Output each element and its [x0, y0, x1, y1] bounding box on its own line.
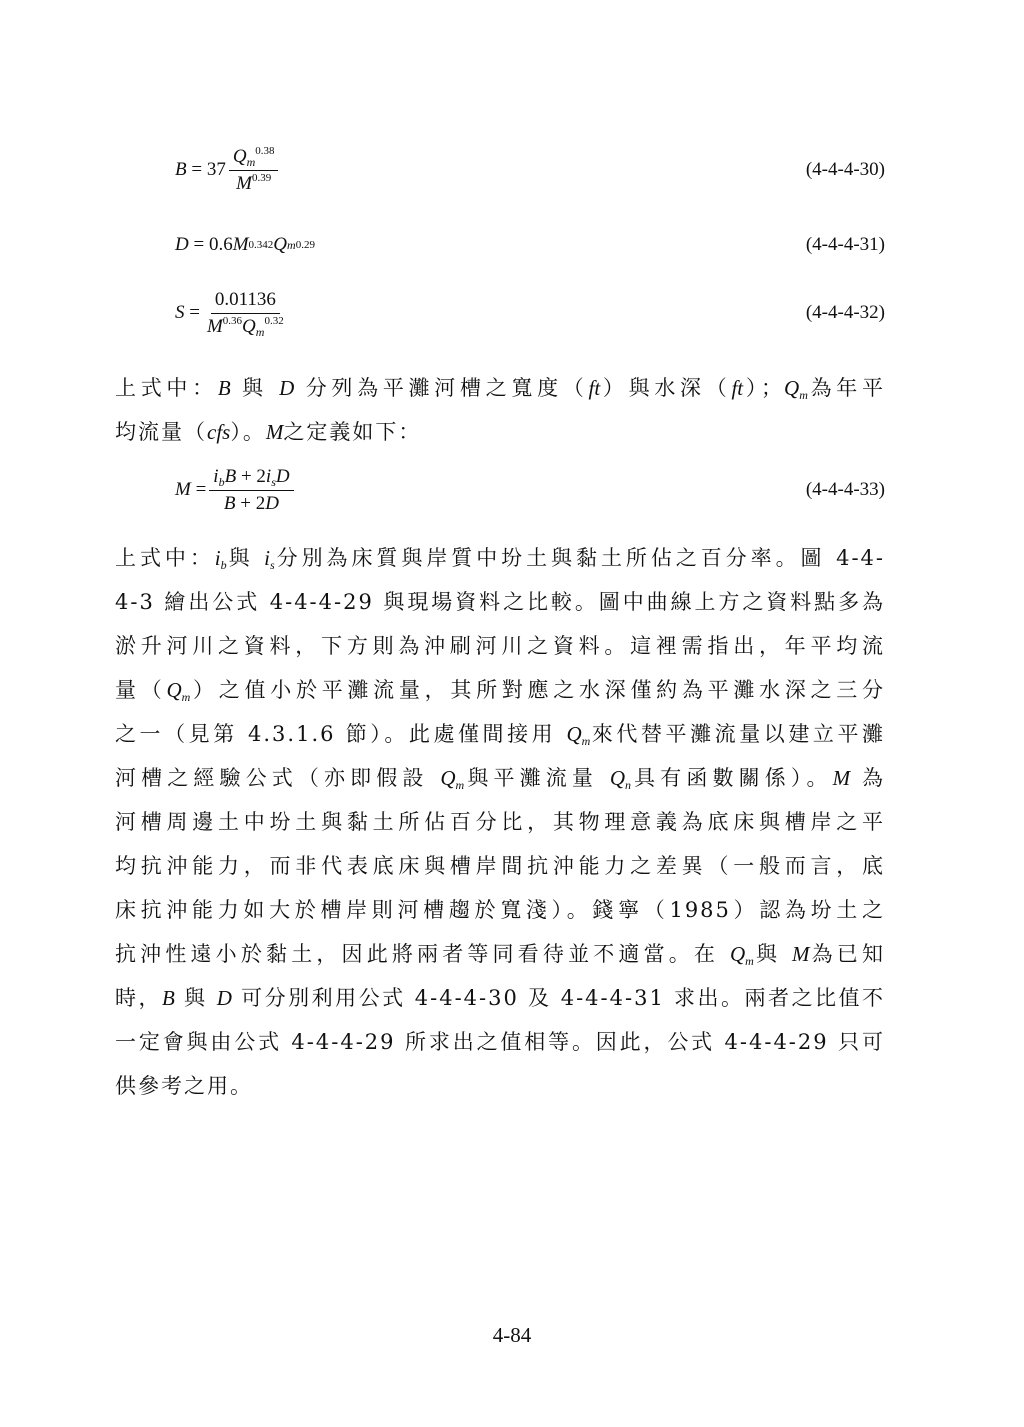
paragraph-line: 抗沖性遠小於黏土，因此將兩者等同看待並不適當。在 $Q_m$與 M為已知 [115, 942, 885, 968]
paragraph-line: 淤升河川之資料，下方則為沖刷河川之資料。這裡需指出，年平均流 [115, 634, 885, 658]
equation-number: (4-4-4-32) [805, 302, 885, 323]
paragraph-1 [115, 366, 885, 454]
paragraph-line: 均抗沖能力，而非代表底床與槽岸間抗沖能力之差異（一般而言，底 [115, 854, 885, 878]
paragraph-line: 時，B 與 D 可分別利用公式 4-4-4-30 及 4-4-4-31 求出。兩者之比值不 [115, 986, 886, 1010]
paragraph-line: 之一（見第 4.3.1.6 節）。此處僅間接用 $Q_m$來代替平灘流量以建立平灘 [115, 722, 885, 748]
paragraph-line: 均流量（cfs）。M之定義如下： [115, 420, 422, 444]
equation-number: (4-4-4-33) [805, 479, 885, 500]
paragraph-line: 河槽周邊土中坋土與黏土所佔百分比，其物理意義為底床與槽岸之平 [115, 810, 885, 834]
equation-number: (4-4-4-31) [805, 234, 885, 255]
paragraph-2 [115, 536, 885, 1108]
paragraph-line: 上式中：B 與 D 分列為平灘河槽之寬度（ft）與水深（ft）；$Q_m$為年平 [115, 376, 886, 402]
formula-32: S = $\frac{0.01136}{M^{0.36}Q_m^{0.32}}$ [175, 288, 284, 339]
paragraph-line: 河槽之經驗公式（亦即假設 $Q_m$與平灘流量 $Q_n$具有函數關係）。M 為 [115, 766, 885, 792]
equation-number: (4-4-4-30) [805, 159, 885, 180]
formula-30: B = 37 $\frac{Q_m^{0.38}}{M^{0.39}}$ [175, 140, 281, 200]
paragraph-line: 床抗沖能力如大於槽岸則河槽趨於寬淺）。錢寧（1985）認為坋土之 [115, 898, 885, 922]
paragraph-line: 一定會與由公式 4-4-4-29 所求出之值相等。因此，公式 4-4-4-29 只可 [115, 1030, 885, 1054]
paragraph-line: 上式中：$i_b$與 $i_s$分別為床質與岸質中坋土與黏土所佔之百分率。圖 4-4- [115, 546, 886, 572]
equation-30 [175, 140, 885, 200]
paragraph-line: 4-3 繪出公式 4-4-4-29 與現場資料之比較。圖中曲線上方之資料點多為 [115, 590, 885, 614]
page-number: 4-84 [492, 1323, 532, 1347]
equation-31 [175, 215, 885, 275]
equation-32 [175, 283, 885, 343]
paragraph-line: 量$(Q_m)$之值小於平灘流量，其所對應之水深僅約為平灘水深之三分 [115, 678, 886, 704]
equation-33 [175, 460, 885, 520]
paragraph-line: 供參考之用。 [115, 1074, 253, 1098]
formula-31: D = 0.6 M 0.342 Q m 0.29 [175, 234, 315, 255]
formula-33: M = $\frac{i_bB + 2i_sD}{B + 2D}$ [175, 460, 297, 520]
